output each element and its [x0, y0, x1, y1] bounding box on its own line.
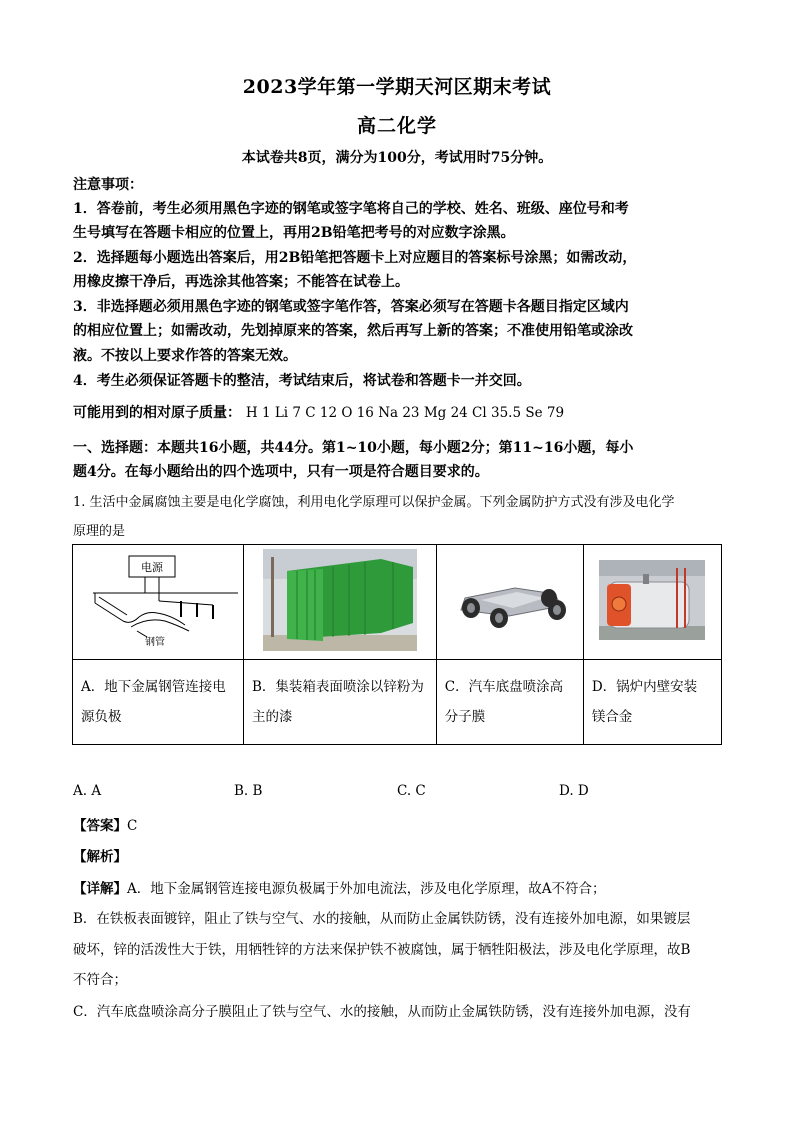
exam-subject: 高二化学 [356, 115, 437, 137]
analysis-line: B．在铁板表面镀锌，阻止了铁与空气、水的接触，从而防止金属铁防锈，没有连接外加电源，如果镀层 [73, 911, 691, 927]
answer-line [73, 814, 137, 834]
option-d-line: D．锅炉内壁安装 [591, 679, 698, 695]
exam-info: 本试卷共8页，满分为100分，考试用时75分钟。 [241, 150, 553, 166]
option-d-line: 镁合金 [591, 709, 633, 725]
cathodic-protection-diagram [73, 545, 243, 655]
choice-b[interactable]: B. B [234, 783, 263, 799]
analysis-label: 【解析】 [73, 849, 127, 865]
choice-d[interactable]: D. D [559, 783, 589, 799]
notice-line: 的相应位置上；如需改动，先划掉原来的答案，然后再写上新的答案；不准使用铅笔或涂改 [73, 323, 633, 339]
analysis-line: 不符合； [73, 972, 127, 988]
analysis-line: C．汽车底盘喷涂高分子膜阻止了铁与空气、水的接触，从而防止金属铁防锈，没有连接外加电源，没有 [73, 1004, 691, 1020]
notice-line: 4．考生必须保证答题卡的整洁，考试结束后，将试卷和答题卡一并交回。 [73, 373, 531, 389]
choice-a[interactable]: A. A [73, 783, 102, 799]
answer-value: C [127, 818, 138, 834]
choice-c[interactable]: C. C [397, 783, 426, 799]
atomic-mass-values: H 1 Li 7 C 12 O 16 Na 23 Mg 24 Cl 35.5 Se 79 [245, 405, 565, 421]
power-label: 电源 [141, 561, 163, 574]
options-table [72, 544, 722, 745]
question-stem: 原理的是 [73, 524, 126, 539]
option-c [436, 660, 583, 745]
notice-line: 2．选择题每小题选出答案后，用2B铅笔把答题卡上对应题目的答案标号涂黑；如需改动， [73, 250, 637, 266]
option-c-line: C．汽车底盘喷涂高 [444, 679, 564, 695]
analysis-line: 破坏，锌的活泼性大于铁，用牺牲锌的方法来保护铁不被腐蚀，属于牺牲阳极法，涉及电化学原理，故B [73, 942, 691, 958]
option-d [583, 660, 721, 745]
option-d-figure [583, 545, 721, 660]
car-chassis-photo [445, 560, 575, 640]
option-b-figure [244, 545, 437, 660]
analysis-line [73, 877, 606, 897]
atomic-mass-line [73, 402, 564, 422]
option-b [244, 660, 437, 745]
notice-line: 1．答卷前，考生必须用黑色字迹的钢笔或签字笔将自己的学校、姓名、班级、座位号和考 [73, 201, 629, 217]
option-a [73, 660, 244, 745]
option-a-line: A．地下金属钢管连接电 [81, 679, 226, 695]
exam-title: 2023学年第一学期天河区期末考试 [242, 76, 552, 98]
pipe-label: 钢管 [145, 637, 165, 648]
boiler-photo [599, 560, 705, 640]
question-stem: 1. 生活中金属腐蚀主要是电化学腐蚀，利用电化学原理可以保护金属。下列金属防护方式没有涉及电化学 [73, 495, 675, 510]
option-b-line: B．集装箱表面喷涂以锌粉为 [252, 679, 424, 695]
notice-line: 3．非选择题必须用黑色字迹的钢笔或签字笔作答，答案必须写在答题卡各题目指定区域内 [73, 299, 629, 315]
option-a-figure [73, 545, 244, 660]
analysis-text: A．地下金属钢管连接电源负极属于外加电流法，涉及电化学原理，故A不符合； [127, 881, 606, 897]
container-photo [263, 549, 417, 651]
section-line: 一、选择题：本题共16小题，共44分。第1~10小题，每小题2分；第11~16小题，每小 [73, 440, 634, 456]
option-c-line: 分子膜 [444, 709, 486, 725]
notice-line: 生号填写在答题卡相应的位置上，再用2B铅笔把考号的对应数字涂黑。 [73, 225, 515, 241]
section-line: 题4分。在每小题给出的四个选项中，只有一项是符合题目要求的。 [73, 464, 489, 480]
option-c-figure [436, 545, 583, 660]
detail-label: 【详解】 [73, 881, 127, 897]
option-a-line: 源负极 [81, 709, 122, 725]
notice-line: 液。不按以上要求作答的答案无效。 [73, 348, 297, 364]
answer-label: 【答案】 [73, 818, 127, 834]
atomic-mass-label: 可能用到的相对原子质量： [73, 405, 241, 421]
notice-line: 用橡皮擦干净后，再选涂其他答案；不能答在试卷上。 [73, 274, 409, 290]
notice-heading: 注意事项： [73, 177, 143, 193]
option-b-line: 主的漆 [252, 709, 293, 725]
